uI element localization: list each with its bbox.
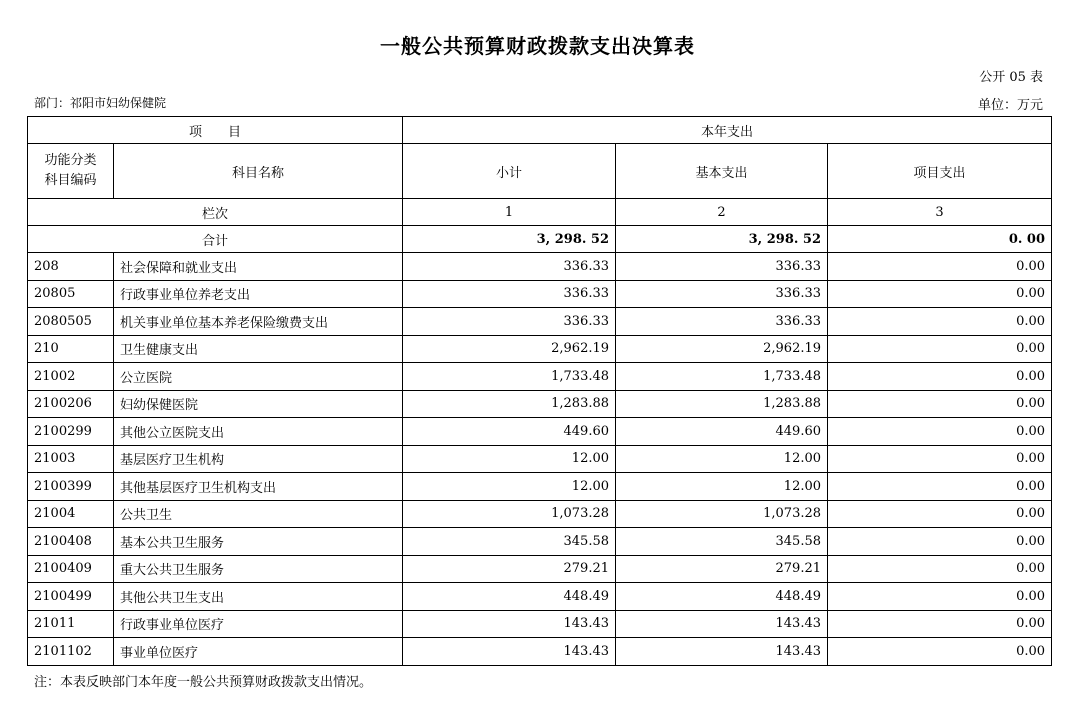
total-label: 合计 [28,226,403,253]
row-code: 2101102 [28,638,114,666]
subject-name-header: 科目名称 [114,144,403,199]
row-subtotal: 449.60 [403,418,616,446]
row-project: 0.00 [828,280,1052,308]
row-code: 2100299 [28,418,114,446]
row-subtotal: 336.33 [403,308,616,336]
row-project: 0.00 [828,528,1052,556]
table-row [28,473,1052,501]
row-subtotal: 2,962.19 [403,335,616,363]
department-label: 部门：祁阳市妇幼保健院 [34,96,167,110]
row-name: 社会保障和就业支出 [114,253,403,281]
total-basic: 3, 298. 52 [616,226,828,253]
row-project: 0.00 [828,253,1052,281]
row-subtotal: 279.21 [403,555,616,583]
row-subtotal: 345.58 [403,528,616,556]
table-row [28,445,1052,473]
func-code-header: 功能分类 科目编码 [28,144,114,199]
row-project: 0.00 [828,500,1052,528]
row-project: 0.00 [828,583,1052,611]
row-project: 0.00 [828,473,1052,501]
table-row [28,253,1052,281]
row-name: 行政事业单位养老支出 [114,280,403,308]
row-project: 0.00 [828,610,1052,638]
row-code: 21003 [28,445,114,473]
row-project: 0.00 [828,445,1052,473]
row-basic: 1,073.28 [616,500,828,528]
row-name: 事业单位医疗 [114,638,403,666]
row-code: 2100206 [28,390,114,418]
row-name: 机关事业单位基本养老保险缴费支出 [114,308,403,336]
header-row-2 [28,144,1052,199]
column-order-label: 栏次 [28,199,403,226]
row-subtotal: 143.43 [403,610,616,638]
row-name: 妇幼保健医院 [114,390,403,418]
table-row [28,363,1052,391]
row-basic: 2,962.19 [616,335,828,363]
row-code: 2100499 [28,583,114,611]
row-basic: 336.33 [616,308,828,336]
row-name: 基本公共卫生服务 [114,528,403,556]
row-subtotal: 1,283.88 [403,390,616,418]
page-title: 一般公共预算财政拨款支出决算表 [380,34,695,58]
row-basic: 143.43 [616,610,828,638]
row-subtotal: 448.49 [403,583,616,611]
table-row [28,528,1052,556]
row-basic: 448.49 [616,583,828,611]
footnote: 注：本表反映部门本年度一般公共预算财政拨款支出情况。 [34,675,373,690]
row-subtotal: 336.33 [403,253,616,281]
col1-label: 1 [403,199,616,226]
row-name: 其他公立医院支出 [114,418,403,446]
table-row [28,335,1052,363]
row-subtotal: 336.33 [403,280,616,308]
table-row [28,390,1052,418]
item-header: 项 目 [28,117,403,144]
project-header: 项目支出 [828,144,1052,199]
row-code: 2080505 [28,308,114,336]
total-row [28,226,1052,253]
row-basic: 12.00 [616,445,828,473]
total-subtotal: 3, 298. 52 [403,226,616,253]
row-name: 卫生健康支出 [114,335,403,363]
row-name: 公立医院 [114,363,403,391]
row-basic: 143.43 [616,638,828,666]
table-row [28,610,1052,638]
row-code: 21011 [28,610,114,638]
total-project: 0. 00 [828,226,1052,253]
form-code: 公开 05 表 [979,70,1043,85]
row-code: 20805 [28,280,114,308]
table-row [28,308,1052,336]
row-basic: 345.58 [616,528,828,556]
col3-label: 3 [828,199,1052,226]
row-project: 0.00 [828,390,1052,418]
row-subtotal: 143.43 [403,638,616,666]
row-name: 其他公共卫生支出 [114,583,403,611]
row-basic: 1,733.48 [616,363,828,391]
row-code: 21004 [28,500,114,528]
col2-label: 2 [616,199,828,226]
row-project: 0.00 [828,335,1052,363]
row-basic: 449.60 [616,418,828,446]
row-project: 0.00 [828,418,1052,446]
row-project: 0.00 [828,363,1052,391]
column-order-row [28,199,1052,226]
row-subtotal: 12.00 [403,445,616,473]
row-basic: 12.00 [616,473,828,501]
row-subtotal: 1,733.48 [403,363,616,391]
row-project: 0.00 [828,555,1052,583]
current-year-header: 本年支出 [403,117,1052,144]
table-row [28,583,1052,611]
row-project: 0.00 [828,638,1052,666]
row-subtotal: 1,073.28 [403,500,616,528]
row-code: 2100408 [28,528,114,556]
unit-label: 单位：万元 [977,98,1043,113]
row-name: 基层医疗卫生机构 [114,445,403,473]
row-subtotal: 12.00 [403,473,616,501]
expenditure-table [27,116,1052,666]
row-code: 2100399 [28,473,114,501]
subtotal-header: 小计 [403,144,616,199]
row-code: 210 [28,335,114,363]
table-row [28,280,1052,308]
row-name: 其他基层医疗卫生机构支出 [114,473,403,501]
row-basic: 1,283.88 [616,390,828,418]
basic-header: 基本支出 [616,144,828,199]
row-basic: 336.33 [616,253,828,281]
row-basic: 279.21 [616,555,828,583]
header-row-1 [28,117,1052,144]
row-code: 2100409 [28,555,114,583]
row-name: 行政事业单位医疗 [114,610,403,638]
row-code: 21002 [28,363,114,391]
row-name: 重大公共卫生服务 [114,555,403,583]
row-name: 公共卫生 [114,500,403,528]
table-row [28,418,1052,446]
table-row [28,500,1052,528]
table-row [28,638,1052,666]
row-code: 208 [28,253,114,281]
row-basic: 336.33 [616,280,828,308]
table-row [28,555,1052,583]
row-project: 0.00 [828,308,1052,336]
